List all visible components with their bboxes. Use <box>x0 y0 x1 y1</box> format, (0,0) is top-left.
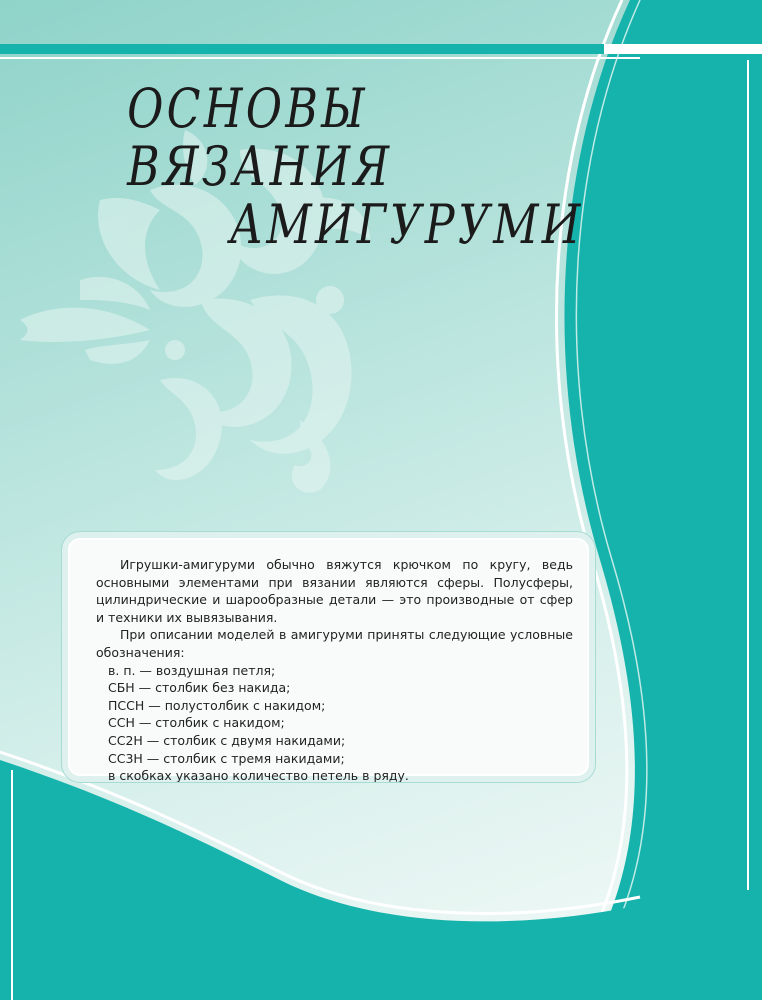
intro-paragraph-2: При описании моделей в амигуруми приняты следующие условные обозначения: <box>96 627 573 660</box>
right-teal-band <box>560 0 762 1000</box>
bottom-left-teal-wave <box>0 760 640 1000</box>
abbreviation-legend <box>96 662 573 785</box>
top-stripe <box>0 44 640 54</box>
legend-item: ПССН — полустолбик с накидом; <box>108 697 326 713</box>
page-title-line-2: АМИГУРУМИ <box>229 193 584 256</box>
legend-item: СС3Н — столбик с тремя накидами; <box>108 750 345 766</box>
page-title-line-1: ОСНОВЫ ВЯЗАНИЯ <box>127 77 393 198</box>
legend-item: СБН — столбик без накида; <box>108 680 291 696</box>
info-box <box>62 532 595 782</box>
legend-item: в скобках указано количество петель в ряду. <box>108 768 409 784</box>
top-stripe-line <box>0 57 640 59</box>
page-title <box>0 77 584 256</box>
intro-paragraph-1: Игрушки-амигуруми обычно вяжутся крючком по кругу, ведь основными элементами при вязании являются сферы. Полусферы, цилиндрические и шарообразные детали — это производные от сфер и техники их вывязывания. <box>96 557 573 625</box>
legend-item: СС2Н — столбик с двумя накидами; <box>108 732 346 748</box>
legend-item: в. п. — воздушная петля; <box>108 662 276 678</box>
top-stripe-right <box>604 44 762 54</box>
legend-item: ССН — столбик с накидом; <box>108 715 285 731</box>
